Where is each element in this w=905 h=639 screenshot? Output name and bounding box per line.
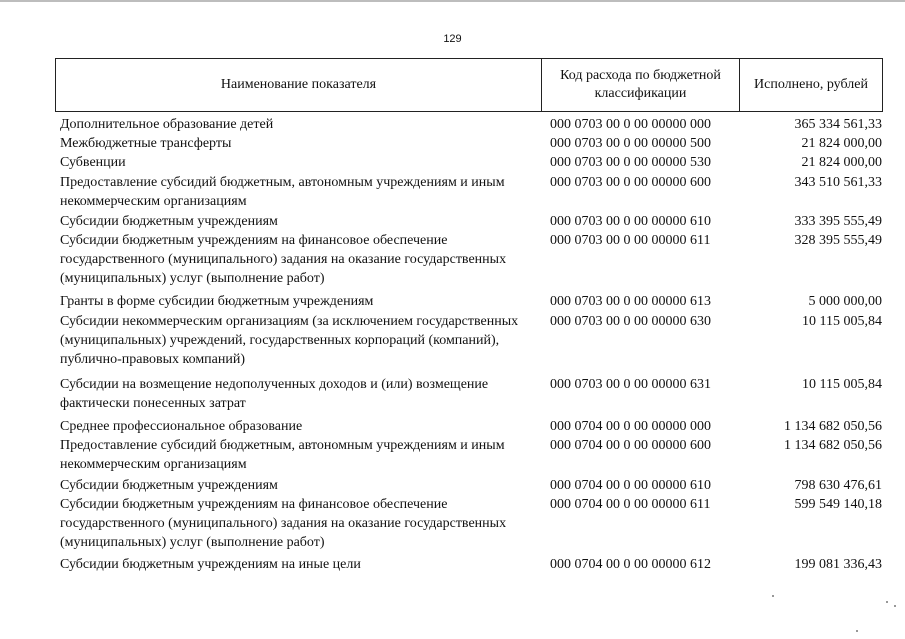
row-code: 000 0703 00 0 00 00000 530 xyxy=(550,155,711,170)
row-amount: 10 115 005,84 xyxy=(802,377,882,392)
row-amount: 199 081 336,43 xyxy=(794,557,882,572)
row-name: Субсидии бюджетным учреждениям xyxy=(60,478,278,493)
row-amount: 21 824 000,00 xyxy=(801,136,882,151)
row-amount: 365 334 561,33 xyxy=(794,117,882,132)
row-code: 000 0703 00 0 00 00000 600 xyxy=(550,175,711,190)
header-amount: Исполнено, рублей xyxy=(754,77,868,92)
row-code: 000 0703 00 0 00 00000 611 xyxy=(550,233,711,248)
row-code: 000 0703 00 0 00 00000 631 xyxy=(550,377,711,392)
row-code: 000 0704 00 0 00 00000 610 xyxy=(550,478,711,493)
row-amount: 10 115 005,84 xyxy=(802,314,882,329)
row-code: 000 0703 00 0 00 00000 630 xyxy=(550,314,711,329)
row-amount: 5 000 000,00 xyxy=(808,294,882,309)
row-amount: 343 510 561,33 xyxy=(794,175,882,190)
row-amount: 21 824 000,00 xyxy=(801,155,882,170)
row-code: 000 0704 00 0 00 00000 600 xyxy=(550,438,711,453)
row-code: 000 0703 00 0 00 00000 000 xyxy=(550,117,711,132)
row-code: 000 0704 00 0 00 00000 612 xyxy=(550,557,711,572)
row-name: Среднее профессиональное образование xyxy=(60,419,303,434)
row-name: Субсидии бюджетным учреждениям на финансовое обеспечение государственного (муниципального) задания на оказание государственных (муниципальных) услуг (выполнение работ) xyxy=(60,497,507,550)
row-code: 000 0704 00 0 00 00000 000 xyxy=(550,419,711,434)
row-name: Предоставление субсидий бюджетным, автономным учреждениям и иным некоммерческим организациям xyxy=(60,438,505,472)
scan-speck xyxy=(886,601,888,603)
scan-speck xyxy=(772,595,774,597)
header-code: Код расхода по бюджетной классификации xyxy=(542,59,740,111)
row-amount: 599 549 140,18 xyxy=(794,497,882,512)
row-amount: 798 630 476,61 xyxy=(794,478,882,493)
page-number: 129 xyxy=(443,33,462,45)
row-code: 000 0703 00 0 00 00000 610 xyxy=(550,214,711,229)
row-code: 000 0703 00 0 00 00000 613 xyxy=(550,294,711,309)
row-name: Субвенции xyxy=(60,155,126,170)
row-code: 000 0704 00 0 00 00000 611 xyxy=(550,497,711,512)
row-name: Субсидии бюджетным учреждениям на иные цели xyxy=(60,557,361,572)
row-name: Субсидии некоммерческим организациям (за исключением государственных (муниципальных) учреждений, государственных корпораций (компаний), публично-правовых компаний) xyxy=(60,314,519,367)
table-header xyxy=(55,58,883,112)
header-name: Наименование показателя xyxy=(56,59,542,111)
row-name: Межбюджетные трансферты xyxy=(60,136,232,151)
row-name: Гранты в форме субсидии бюджетным учреждениям xyxy=(60,294,374,309)
row-amount: 1 134 682 050,56 xyxy=(784,438,882,453)
row-amount: 328 395 555,49 xyxy=(794,233,882,248)
row-name: Субсидии бюджетным учреждениям на финансовое обеспечение государственного (муниципального) задания на оказание государственных (муниципальных) услуг (выполнение работ) xyxy=(60,233,507,286)
page-top-edge xyxy=(0,0,905,2)
row-name: Предоставление субсидий бюджетным, автономным учреждениям и иным некоммерческим организациям xyxy=(60,175,505,209)
row-amount: 333 395 555,49 xyxy=(794,214,882,229)
scan-speck xyxy=(856,630,858,632)
row-name: Субсидии на возмещение недополученных доходов и (или) возмещение фактически понесенных затрат xyxy=(60,377,489,411)
scan-speck xyxy=(894,605,896,607)
row-name: Субсидии бюджетным учреждениям xyxy=(60,214,278,229)
row-name: Дополнительное образование детей xyxy=(60,117,274,132)
row-amount: 1 134 682 050,56 xyxy=(784,419,882,434)
row-code: 000 0703 00 0 00 00000 500 xyxy=(550,136,711,151)
